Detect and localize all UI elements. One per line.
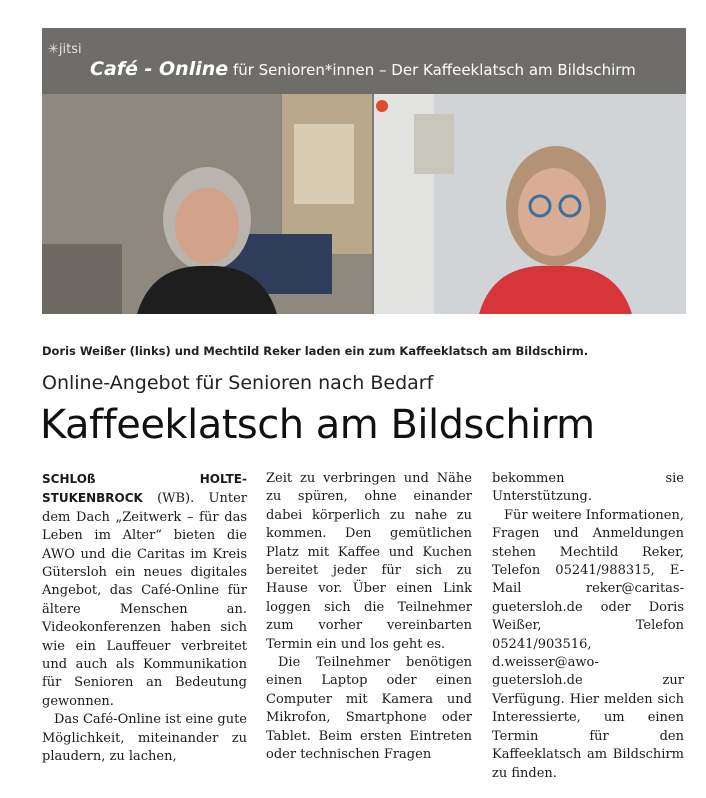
- article-column-3: [492, 470, 684, 783]
- article-column-1: [42, 470, 247, 767]
- article-paragraph: Zeit zu verbringen und Nähe zu spüren, ohne einander dabei körperlich zu nahe zu kommen. Den gemütlichen Platz mit Kaffee und Kuchen bereitet jeder für sich zu Hause vor. Über einen Link loggen sich die Teilnehmer zum vorher vereinbarten Termin ein und los geht es.: [266, 471, 472, 652]
- agency: (WB).: [157, 491, 195, 507]
- article-paragraph: Für weitere Informationen, Fragen und Anmeldungen stehen Mechtild Reker, Telefon 05241/988315, E-Mail reker@caritas-guetersloh.de oder Doris Weißer, Telefon 05241/903516, d.weisser@awo-guetersloh.de zur Verfügung. Hier melden sich Interessierte, um einen Termin für den Kaffeeklatsch am Bildschirm zu finden.: [492, 507, 684, 781]
- article-paragraph: Die Teilnehmer benötigen einen Laptop oder einen Computer mit Kamera und Mikrofon, Smartphone oder Tablet. Beim ersten Eintreten oder technischen Fragen: [266, 655, 472, 763]
- jitsi-logo: ✳jitsi: [48, 42, 82, 57]
- article-subheadline: Online-Angebot für Senioren nach Bedarf: [42, 372, 434, 394]
- banner-title-rest: für Senioren*innen – Der Kaffeeklatsch am Bildschirm: [232, 61, 636, 79]
- dateline: SCHLOß HOLTE-STUKENBROCK: [42, 472, 247, 506]
- video-pane-left: [42, 94, 372, 314]
- photo-caption: Doris Weißer (links) und Mechtild Reker laden ein zum Kaffeeklatsch am Bildschirm.: [42, 344, 589, 358]
- banner-title-bold: Café - Online: [90, 58, 229, 80]
- video-pane-right: [374, 94, 686, 314]
- article-paragraph: [42, 470, 247, 711]
- article-column-2: [266, 470, 472, 765]
- article-paragraph: Das Café-Online ist eine gute Möglichkeit, miteinander zu plaudern, zu lachen,: [42, 712, 247, 765]
- article-headline: Kaffeeklatsch am Bildschirm: [40, 402, 595, 448]
- participant-left-image: [42, 94, 372, 314]
- participant-right-image: [374, 94, 686, 314]
- paragraph-text: Unter dem Dach „Zeitwerk – für das Leben im Alter“ bieten die AWO und die Caritas im Kreis Gütersloh ein neues digitales Angebot, das Café-Online für ältere Menschen an. Videokonferenzen haben sich wie ein Lauffeuer verbreitet und auch als Kommunikation für Senioren an Bedeutung gewonnen.: [42, 491, 247, 709]
- jitsi-banner: [42, 28, 686, 94]
- video-call-photo: [42, 28, 686, 314]
- article-paragraph: bekommen sie Unterstützung.: [492, 471, 684, 505]
- banner-title: [90, 58, 636, 80]
